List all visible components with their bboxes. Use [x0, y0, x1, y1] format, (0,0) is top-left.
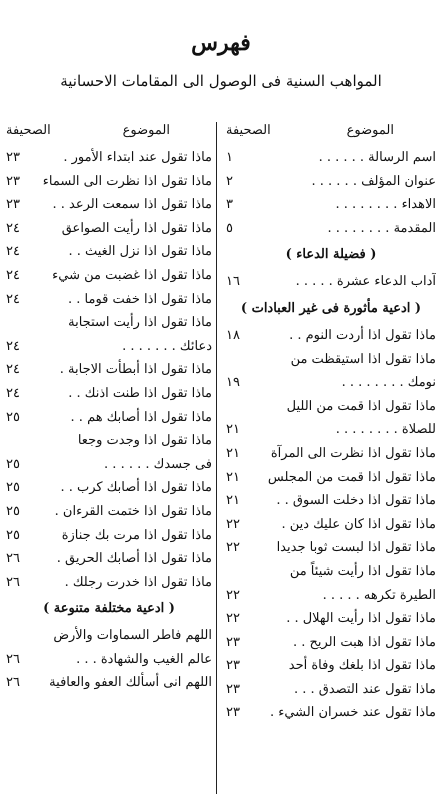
- toc-entry-topic: ماذا تقول اذا خدرت رجلك .: [64, 574, 212, 590]
- toc-entry-topic: المقدمة . . . . . . . .: [327, 220, 436, 236]
- toc-entry-page: ٢٣: [6, 150, 20, 165]
- toc-entry: [6, 240, 212, 264]
- toc-entry-page: ٢٦: [6, 574, 20, 590]
- toc-entry-topic: نومك . . . . . . . .: [341, 375, 436, 391]
- toc-list-left: [6, 146, 212, 695]
- toc-entry-topic: ماذا تقول اذا أصابك الحريق .: [56, 551, 212, 567]
- toc-entry: [6, 648, 212, 672]
- toc-entry-page: ٢٤: [6, 220, 20, 236]
- toc-entry-page: ٢٣: [6, 173, 20, 189]
- toc-entry-page: ٢٤: [6, 267, 20, 283]
- page-header: الصحيفة: [6, 123, 51, 138]
- toc-entry-page: ٢٥: [6, 527, 20, 543]
- toc-entry-topic: اللهم انى أسألك العفو والعافية: [49, 675, 212, 691]
- toc-entry: [226, 654, 436, 678]
- toc-entry-topic: ماذا تقول اذا رأيت الهلال . .: [286, 611, 436, 627]
- toc-entry-page: ٣: [226, 197, 233, 213]
- toc-entry: [6, 624, 212, 648]
- topic-header: الموضوع: [346, 123, 394, 138]
- toc-entry-topic: ماذا تقول اذا غضبت من شيء: [52, 267, 212, 283]
- toc-entry: [6, 524, 212, 548]
- toc-entry-topic: ماذا تقول اذا لبست ثوبا جديدا: [276, 540, 436, 556]
- toc-entry-page: ٢٥: [6, 456, 20, 472]
- toc-entry-topic: ماذا تقول اذا رأيت استجابة: [68, 315, 212, 331]
- toc-entry: [6, 193, 212, 217]
- toc-entry-page: ٥: [226, 220, 233, 236]
- toc-entry-topic: الطيرة تكرهه . . . . .: [322, 587, 436, 603]
- toc-entry-topic: ماذا تقول اذا طنت اذنك . .: [68, 385, 212, 401]
- toc-entry-page: ٢٢: [226, 611, 240, 627]
- toc-entry: [6, 429, 212, 453]
- toc-entry: [6, 358, 212, 382]
- toc-entry: [6, 217, 212, 241]
- toc-entry-topic: للصلاة . . . . . . . .: [335, 422, 436, 438]
- toc-entry-page: ١: [226, 150, 233, 165]
- section-heading: ( ادعية مختلفة متنوعة ): [43, 601, 175, 617]
- toc-entry: [6, 571, 212, 595]
- toc-entry-page: ٢٥: [6, 480, 20, 496]
- toc-entry-page: ٢٣: [226, 634, 240, 650]
- toc-column-right: [226, 118, 436, 725]
- toc-entry-topic: ماذا تقول اذا هبت الريح . .: [292, 634, 436, 650]
- toc-entry-topic: اللهم فاطر السماوات والأرض: [53, 628, 212, 644]
- toc-entry: [226, 489, 436, 513]
- toc-entry-page: ١٩: [226, 375, 240, 391]
- toc-entry: [226, 418, 436, 442]
- toc-entry-topic: ماذا تقول اذا نظرت الى السماء: [42, 173, 212, 189]
- toc-entry: [226, 270, 436, 294]
- page-header: الصحيفة: [226, 123, 271, 138]
- toc-entry-topic: ماذا تقول اذا وجدت وجعا: [77, 433, 212, 449]
- toc-column-left: [6, 118, 212, 695]
- toc-entry-topic: عالم الغيب والشهادة . . .: [76, 651, 212, 667]
- toc-entry: [226, 146, 436, 170]
- toc-entry-page: ١٨: [226, 327, 240, 343]
- toc-entry: [6, 146, 212, 170]
- toc-entry-page: ٢٢: [226, 587, 240, 603]
- toc-entry-topic: ماذا تقول اذا كان عليك دين .: [281, 516, 436, 532]
- column-header: [6, 118, 212, 144]
- toc-entry-topic: ماذا تقول اذا خفت قوما . .: [68, 291, 212, 307]
- page-title: فهرس: [191, 30, 251, 56]
- toc-entry-topic: ماذا تقول عند خسران الشيء .: [269, 705, 436, 721]
- toc-entry-topic: ماذا تقول اذا استيقظت من: [290, 351, 436, 367]
- toc-entry-page: ٢١: [226, 469, 240, 485]
- toc-entry: [6, 453, 212, 477]
- toc-entry-topic: ماذا تقول عند ابتداء الأمور .: [63, 150, 212, 165]
- toc-entry: [226, 371, 436, 395]
- toc-entry-page: ٢٦: [6, 551, 20, 567]
- toc-entry-page: ٢٦: [6, 675, 20, 691]
- toc-entry: [6, 264, 212, 288]
- toc-entry: [226, 466, 436, 490]
- column-header: [226, 118, 436, 144]
- toc-entry: [226, 607, 436, 631]
- toc-entry: [226, 631, 436, 655]
- toc-entry: [226, 348, 436, 372]
- toc-list-right: [226, 146, 436, 725]
- toc-entry: [226, 560, 436, 584]
- toc-entry-page: ٢٣: [226, 658, 240, 674]
- topic-header: الموضوع: [122, 123, 170, 138]
- toc-entry: [6, 476, 212, 500]
- toc-entry: [226, 324, 436, 348]
- toc-entry-topic: ماذا تقول اذا نزل الغيث . .: [68, 244, 212, 260]
- toc-entry-topic: ماذا تقول اذا أبطأت الاجابة .: [59, 362, 212, 378]
- toc-entry: [226, 193, 436, 217]
- toc-entry: [6, 382, 212, 406]
- toc-entry: [226, 701, 436, 725]
- toc-entry: [6, 500, 212, 524]
- toc-entry-topic: دعائك . . . . . . .: [122, 338, 212, 354]
- toc-entry: [226, 395, 436, 419]
- toc-entry-page: ٢٣: [226, 681, 240, 697]
- section-heading: ( فضيلة الدعاء ): [285, 247, 377, 263]
- toc-entry-topic: ماذا تقول اذا قمت من الليل: [286, 398, 436, 414]
- toc-entry-topic: ماذا تقول اذا نظرت الى المرآة: [270, 445, 436, 461]
- toc-entry-topic: ماذا تقول اذا مرت بك جنازة: [61, 527, 212, 543]
- toc-entry: [6, 335, 212, 359]
- toc-entry: [226, 170, 436, 194]
- toc-entry-page: ٢٣: [6, 197, 20, 213]
- toc-entry: [226, 513, 436, 537]
- column-divider: [216, 122, 217, 794]
- toc-entry: [6, 311, 212, 335]
- toc-entry-topic: فى جسدك . . . . . .: [104, 456, 212, 472]
- toc-entry-topic: آداب الدعاء عشرة . . . . .: [295, 274, 436, 290]
- toc-entry-page: ٢: [226, 173, 233, 189]
- toc-entry: [6, 671, 212, 695]
- toc-entry-page: ٢٦: [6, 651, 20, 667]
- toc-entry-topic: ماذا تقول اذا قمت من المجلس: [267, 469, 436, 485]
- toc-entry-topic: ماذا تقول اذا رأيت الصواعق: [61, 220, 212, 236]
- toc-entry: [6, 547, 212, 571]
- toc-entry-topic: الاهداء . . . . . . . .: [335, 197, 436, 213]
- toc-entry: [226, 536, 436, 560]
- toc-entry-page: ٢٤: [6, 362, 20, 378]
- toc-entry-topic: ماذا تقول اذا أصابك كرب . .: [60, 480, 212, 496]
- toc-entry: [226, 584, 436, 608]
- section-heading: ( ادعية مأثورة فى غير العبادات ): [240, 300, 422, 316]
- toc-entry-page: ٢٤: [6, 291, 20, 307]
- toc-entry-page: ٢٤: [6, 244, 20, 260]
- toc-entry-topic: ماذا تقول اذا بلغك وفاة أحد: [288, 658, 436, 674]
- toc-entry-topic: ماذا تقول اذا دخلت السوق . .: [276, 493, 436, 509]
- toc-entry: [226, 217, 436, 241]
- toc-entry-topic: ماذا تقول عند التصدق . . .: [293, 681, 436, 697]
- toc-entry-topic: ماذا تقول اذا ختمت القرءان .: [54, 503, 212, 519]
- toc-entry-page: ٢٤: [6, 338, 20, 354]
- toc-entry-page: ٢١: [226, 422, 240, 438]
- toc-entry-page: ٢١: [226, 445, 240, 461]
- toc-entry-page: ٢٢: [226, 516, 240, 532]
- toc-entry-page: ٢٣: [226, 705, 240, 721]
- toc-entry-topic: عنوان المؤلف . . . . . .: [311, 173, 436, 189]
- toc-entry-topic: ماذا تقول اذا سمعت الرعد . .: [52, 197, 212, 213]
- book-subtitle: المواهب السنية فى الوصول الى المقامات الاحسانية: [60, 72, 382, 90]
- toc-entry-page: ٢٢: [226, 540, 240, 556]
- toc-entry-page: ٢٥: [6, 503, 20, 519]
- toc-entry-topic: ماذا تقول اذا رأيت شيئاً من: [289, 563, 436, 579]
- toc-entry: [226, 678, 436, 702]
- toc-entry: [6, 406, 212, 430]
- toc-entry-page: ١٦: [226, 274, 240, 290]
- toc-entry-page: ٢٥: [6, 409, 20, 425]
- toc-entry-topic: ماذا تقول اذا أصابك هم . .: [70, 409, 212, 425]
- toc-entry-topic: ماذا تقول اذا أردت النوم . .: [289, 327, 436, 343]
- toc-entry: [6, 288, 212, 312]
- toc-entry-page: ٢١: [226, 493, 240, 509]
- toc-entry-page: ٢٤: [6, 385, 20, 401]
- toc-entry: [6, 170, 212, 194]
- toc-entry: [226, 442, 436, 466]
- toc-entry-topic: اسم الرسالة . . . . . .: [318, 150, 436, 165]
